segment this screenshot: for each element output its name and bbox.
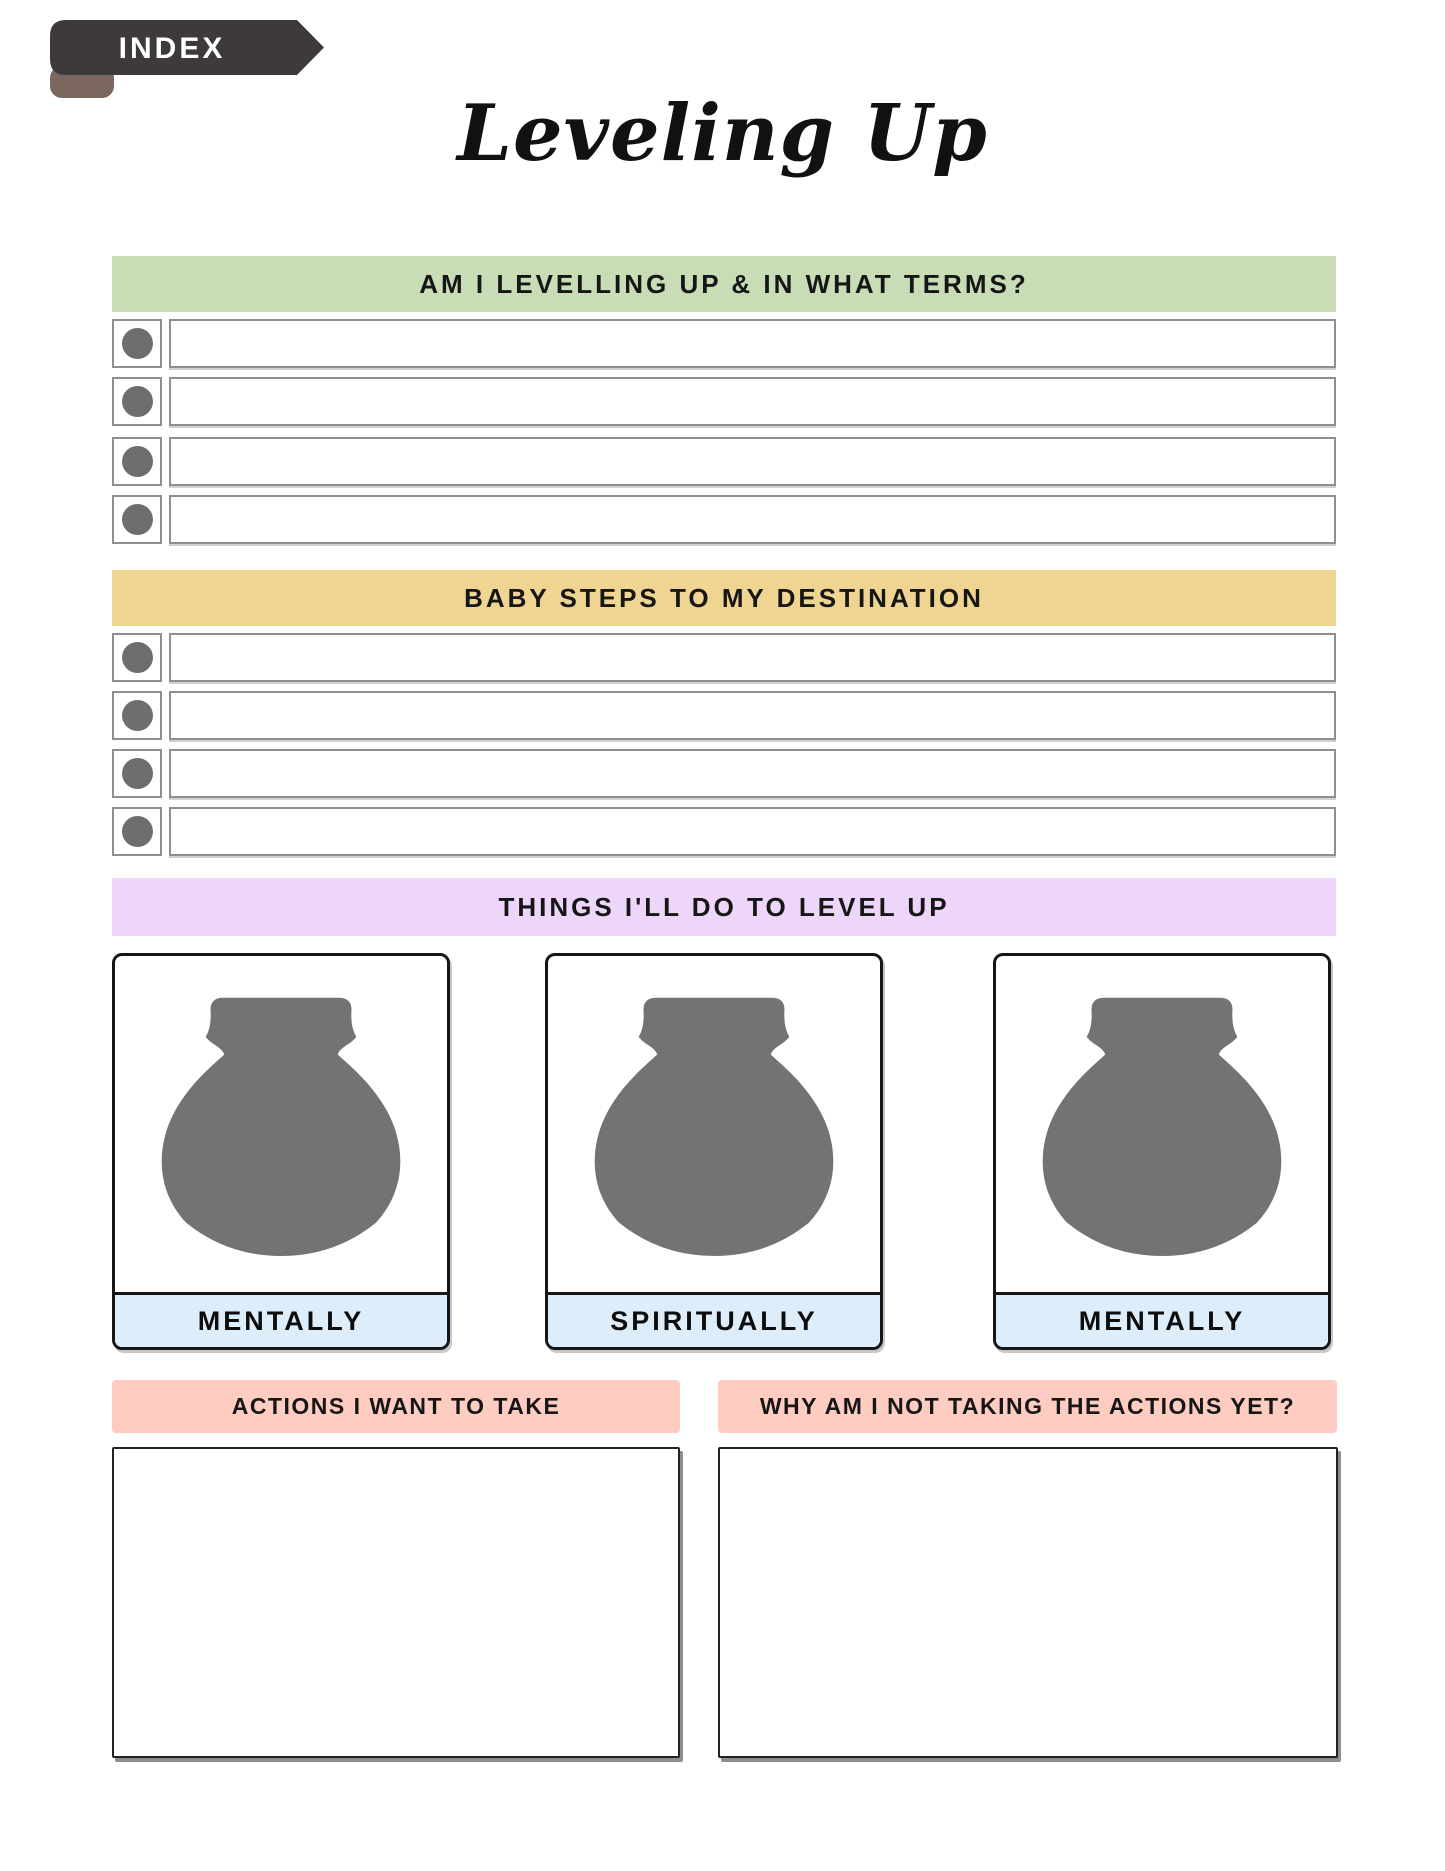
bullet-checkbox[interactable] [112,437,162,486]
bullet-circle-icon [122,386,153,417]
bullet-checkbox[interactable] [112,691,162,740]
level-up-card-3 [993,953,1331,1350]
bullet-checkbox[interactable] [112,633,162,682]
section-header-terms [112,256,1336,312]
answer-line-input[interactable] [169,633,1336,682]
bullet-circle-icon [122,504,153,535]
answer-line-input[interactable] [169,377,1336,426]
terms-row-4 [112,495,1336,544]
card-label-text: MENTALLY [197,1305,365,1336]
section-header-why-not-label: WHY AM I NOT TAKING THE ACTIONS YET? [759,1393,1296,1419]
bullet-checkbox[interactable] [112,495,162,544]
card-label-text: SPIRITUALLY [610,1305,818,1336]
baby-steps-row-1 [112,633,1336,682]
level-up-card-1 [112,953,450,1350]
section-header-actions [112,1380,680,1433]
section-header-level-up-label: THINGS I'LL DO TO LEVEL UP [498,891,950,922]
answer-line-input[interactable] [169,437,1336,486]
section-header-why-not [718,1380,1337,1433]
baby-steps-row-2 [112,691,1336,740]
bullet-checkbox[interactable] [112,319,162,368]
bullet-checkbox[interactable] [112,749,162,798]
answer-line-input[interactable] [169,495,1336,544]
section-header-baby-steps-label: BABY STEPS TO MY DESTINATION [464,582,984,613]
answer-line-input[interactable] [169,749,1336,798]
card-label [115,1292,447,1347]
card-writing-area[interactable] [115,956,447,1292]
jar-icon [1039,988,1285,1256]
baby-steps-row-4 [112,807,1336,856]
terms-row-3 [112,437,1336,486]
bullet-circle-icon [122,758,153,789]
level-up-card-2 [545,953,883,1350]
answer-line-input[interactable] [169,691,1336,740]
bullet-circle-icon [122,642,153,673]
bullet-circle-icon [122,446,153,477]
baby-steps-row-3 [112,749,1336,798]
actions-notes-area[interactable] [112,1447,680,1758]
bullet-circle-icon [122,700,153,731]
card-writing-area[interactable] [996,956,1328,1292]
terms-row-1 [112,319,1336,368]
jar-icon [591,988,837,1256]
card-label [996,1292,1328,1347]
bullet-checkbox[interactable] [112,807,162,856]
section-header-terms-label: AM I LEVELLING UP & IN WHAT TERMS? [419,268,1029,299]
index-label: INDEX [118,32,226,65]
why-not-notes-area[interactable] [718,1447,1338,1758]
answer-line-input[interactable] [169,319,1336,368]
jar-icon [158,988,404,1256]
card-label [548,1292,880,1347]
terms-row-2 [112,377,1336,426]
section-header-actions-label: ACTIONS I WANT TO TAKE [231,1393,561,1419]
page-title: Leveling Up [457,88,988,179]
bullet-circle-icon [122,328,153,359]
section-header-baby-steps [112,570,1336,626]
answer-line-input[interactable] [169,807,1336,856]
section-header-level-up [112,878,1336,936]
bullet-checkbox[interactable] [112,377,162,426]
card-writing-area[interactable] [548,956,880,1292]
bullet-circle-icon [122,816,153,847]
card-label-text: MENTALLY [1078,1305,1246,1336]
